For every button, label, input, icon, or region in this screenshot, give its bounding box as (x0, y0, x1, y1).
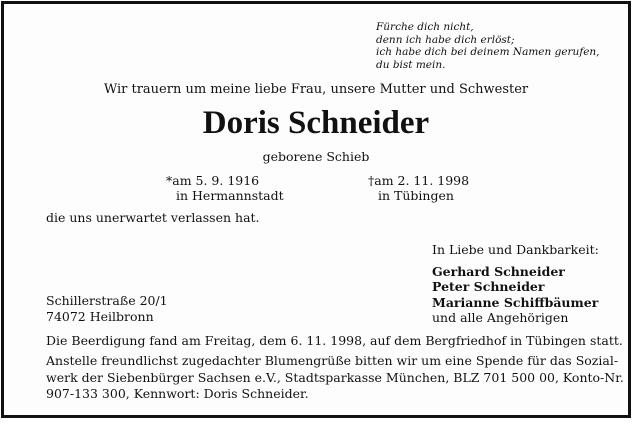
death-symbol: † (368, 173, 375, 188)
donation-line: 907-133 300, Kennwort: Doris Schneider. (46, 386, 309, 401)
donation-info (46, 353, 624, 403)
birth-info (166, 173, 284, 203)
death-date: am 2. 11. 1998 (374, 173, 470, 188)
verse-line: denn ich habe dich erlöst; (376, 33, 515, 46)
donation-line: werk der Siebenbürger Sachsen e.V., Stadtsparkasse München, BLZ 701 500 00, Konto-Nr. (46, 369, 624, 385)
funeral-info: Die Beerdigung fand am Freitag, dem 6. 11. 1998, auf dem Bergfriedhof in Tübingen statt. (46, 333, 623, 348)
departed-text: die uns unerwartet verlassen hat. (46, 210, 260, 225)
address-block (46, 293, 168, 324)
verse-line: du bist mein. (376, 58, 446, 71)
mourner-name: Marianne Schiffbäumer (432, 294, 599, 310)
death-date-line (368, 173, 469, 188)
verse-line: ich habe dich bei deinem Namen gerufen, (376, 46, 600, 58)
mourner-name: Gerhard Schneider (432, 263, 565, 279)
birth-date: am 5. 9. 1916 (172, 173, 260, 188)
birth-symbol: * (166, 173, 173, 188)
bible-verse (376, 21, 600, 71)
mourners-heading: In Liebe und Dankbarkeit: (432, 242, 599, 257)
birth-date-line (166, 173, 284, 188)
birth-place: in Hermannstadt (176, 188, 284, 203)
deceased-name: Doris Schneider (202, 105, 430, 141)
mourner-name: Peter Schneider (432, 279, 545, 294)
maiden-name: geborene Schieb (262, 149, 370, 164)
address-city: 74072 Heilbronn (46, 308, 154, 324)
obituary-notice (1, 1, 631, 418)
address-street: Schillerstraße 20/1 (46, 293, 168, 308)
death-place: in Tübingen (378, 188, 454, 203)
mourners-block (432, 242, 599, 326)
verse-line: Fürche dich nicht, (376, 21, 474, 33)
mourners-closing: und alle Angehörigen (432, 310, 569, 325)
death-info (368, 173, 469, 203)
donation-line: Anstelle freundlichst zugedachter Blumengrüße bitten wir um eine Spende für das Sozial- (46, 353, 619, 368)
intro-text: Wir trauern um meine liebe Frau, unsere Mutter und Schwester (103, 82, 529, 97)
